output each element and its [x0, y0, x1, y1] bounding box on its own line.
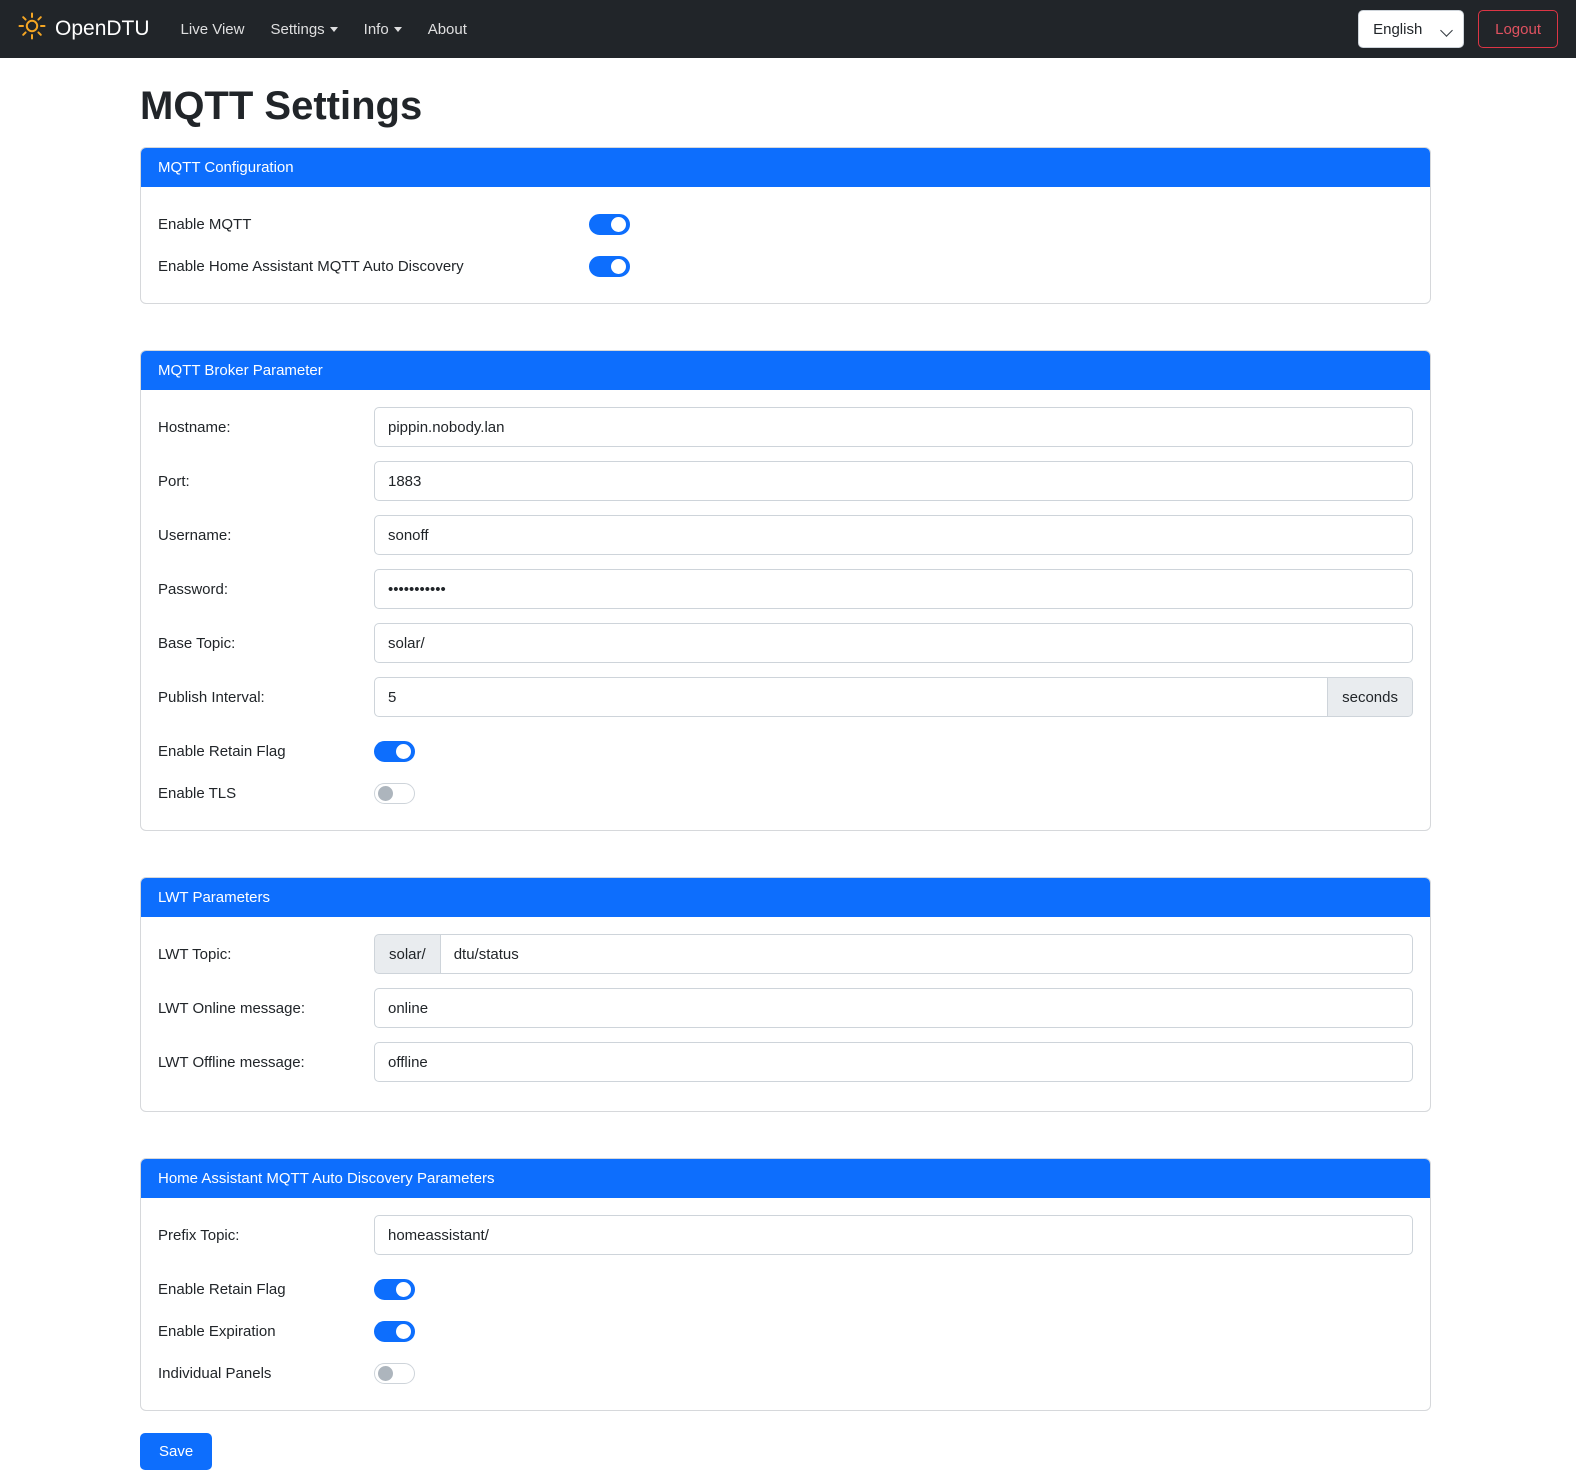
- row-ha-retain-flag: [158, 1268, 1413, 1310]
- language-select-value: English: [1373, 20, 1423, 38]
- hostname-input[interactable]: [374, 407, 1413, 447]
- enable-retain-flag-label: Enable Retain Flag: [158, 742, 286, 760]
- hostname-label: Hostname:: [158, 418, 231, 436]
- row-enable-ha-discovery: [158, 245, 1413, 287]
- lwt-topic-prefix: solar/: [374, 934, 440, 974]
- language-select[interactable]: [1358, 10, 1464, 48]
- chevron-down-icon: [1440, 24, 1453, 37]
- sun-icon: [18, 12, 46, 46]
- card-header-homeassistant-discovery: Home Assistant MQTT Auto Discovery Parameters: [141, 1159, 1430, 1198]
- enable-ha-discovery-control: [518, 256, 1413, 277]
- nav-item-settings[interactable]: [257, 13, 350, 46]
- row-publish-interval: [158, 676, 1413, 718]
- toggle-knob: [378, 786, 393, 801]
- card-lwt-parameters: [140, 877, 1431, 1112]
- enable-mqtt-control: [374, 214, 1413, 235]
- ha-expiration-label: Enable Expiration: [158, 1322, 276, 1340]
- username-label: Username:: [158, 526, 232, 544]
- enable-mqtt-toggle[interactable]: [589, 214, 630, 235]
- brand-label: OpenDTU: [55, 17, 150, 40]
- navbar-right: [1358, 10, 1558, 48]
- lwt-online-message-label: LWT Online message:: [158, 999, 306, 1017]
- nav-item-settings-label: Settings: [270, 20, 325, 38]
- publish-interval-input[interactable]: [374, 677, 1328, 717]
- card-header-mqtt-configuration: MQTT Configuration: [141, 148, 1430, 187]
- card-body-lwt-parameters: [141, 917, 1430, 1111]
- row-hostname: [158, 406, 1413, 448]
- row-lwt-offline-message: [158, 1041, 1413, 1083]
- card-body-homeassistant-discovery: [141, 1198, 1430, 1410]
- row-enable-tls: [158, 772, 1413, 814]
- nav-item-live-view[interactable]: [168, 13, 258, 46]
- lwt-topic-group: [374, 934, 1413, 974]
- row-lwt-online-message: [158, 987, 1413, 1029]
- nav-item-about-label: About: [427, 20, 467, 38]
- row-ha-expiration: [158, 1310, 1413, 1352]
- enable-mqtt-label: Enable MQTT: [158, 215, 252, 233]
- password-input[interactable]: [374, 569, 1413, 609]
- ha-retain-flag-toggle[interactable]: [374, 1279, 415, 1300]
- lwt-online-message-input[interactable]: [374, 988, 1413, 1028]
- lwt-offline-message-input[interactable]: [374, 1042, 1413, 1082]
- card-header-lwt-parameters: LWT Parameters: [141, 878, 1430, 917]
- nav-item-about[interactable]: [415, 13, 480, 46]
- enable-tls-label: Enable TLS: [158, 784, 237, 802]
- publish-interval-group: [374, 677, 1413, 717]
- enable-retain-flag-toggle[interactable]: [374, 741, 415, 762]
- logout-button[interactable]: Logout: [1478, 10, 1558, 48]
- row-password: [158, 568, 1413, 610]
- port-input[interactable]: [374, 461, 1413, 501]
- ha-expiration-toggle[interactable]: [374, 1321, 415, 1342]
- card-body-mqtt-configuration: [141, 187, 1430, 303]
- page-content: [0, 84, 1576, 1470]
- card-mqtt-broker: [140, 350, 1431, 831]
- individual-panels-toggle[interactable]: [374, 1363, 415, 1384]
- row-enable-retain-flag: [158, 730, 1413, 772]
- username-input[interactable]: [374, 515, 1413, 555]
- publish-interval-label: Publish Interval:: [158, 688, 265, 706]
- ha-retain-flag-label: Enable Retain Flag: [158, 1280, 286, 1298]
- card-header-mqtt-broker: MQTT Broker Parameter: [141, 351, 1430, 390]
- chevron-down-icon: [394, 27, 402, 32]
- toggle-knob: [396, 1324, 411, 1339]
- nav-links: [168, 13, 480, 46]
- save-button[interactable]: Save: [140, 1433, 212, 1470]
- card-homeassistant-discovery: [140, 1158, 1431, 1411]
- password-label: Password:: [158, 580, 229, 598]
- page-title: MQTT Settings: [140, 84, 423, 128]
- nav-item-info-label: Info: [363, 20, 389, 38]
- row-base-topic: [158, 622, 1413, 664]
- prefix-topic-input[interactable]: [374, 1215, 1413, 1255]
- brand-logo[interactable]: [18, 12, 150, 46]
- publish-interval-unit: seconds: [1328, 677, 1413, 717]
- nav-item-info[interactable]: [351, 13, 415, 46]
- row-individual-panels: [158, 1352, 1413, 1394]
- toggle-knob: [396, 744, 411, 759]
- prefix-topic-label: Prefix Topic:: [158, 1226, 240, 1244]
- row-port: [158, 460, 1413, 502]
- card-mqtt-configuration: [140, 147, 1431, 304]
- row-prefix-topic: [158, 1214, 1413, 1256]
- top-navbar: [0, 0, 1576, 58]
- lwt-topic-label: LWT Topic:: [158, 945, 232, 963]
- row-username: [158, 514, 1413, 556]
- base-topic-label: Base Topic:: [158, 634, 236, 652]
- port-label: Port:: [158, 472, 190, 490]
- card-body-mqtt-broker: [141, 390, 1430, 830]
- nav-item-live-view-label: Live View: [180, 20, 245, 38]
- individual-panels-label: Individual Panels: [158, 1364, 272, 1382]
- row-lwt-topic: [158, 933, 1413, 975]
- row-enable-mqtt: [158, 203, 1413, 245]
- chevron-down-icon: [330, 27, 338, 32]
- lwt-topic-input[interactable]: [440, 934, 1413, 974]
- enable-ha-discovery-label: Enable Home Assistant MQTT Auto Discovery: [158, 257, 464, 275]
- toggle-knob: [611, 259, 626, 274]
- base-topic-input[interactable]: [374, 623, 1413, 663]
- lwt-offline-message-label: LWT Offline message:: [158, 1053, 305, 1071]
- enable-ha-discovery-toggle[interactable]: [589, 256, 630, 277]
- enable-tls-toggle[interactable]: [374, 783, 415, 804]
- toggle-knob: [396, 1282, 411, 1297]
- toggle-knob: [378, 1366, 393, 1381]
- toggle-knob: [611, 217, 626, 232]
